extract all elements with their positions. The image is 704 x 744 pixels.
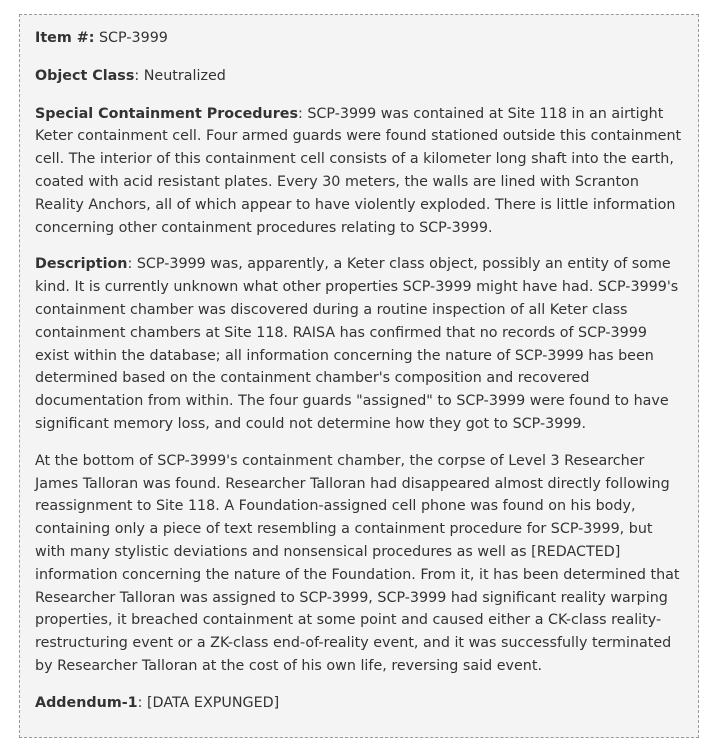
item-number-value: SCP-3999 (98, 30, 168, 46)
containment-procedures-paragraph: Special Containment Procedures: SCP-3999 was contained at Site 118 in an airtight Keter containment cell. Four armed guards were found stationed outside this containment cell. The interior of this containment cell consists of a kilometer long shaft into the earth, coated with acid resistant plates. Every 30 meters, the walls are lined with Scranton Reality Anchors, all of which appear to have violently exploded. There is little information concerning other containment procedures relating to SCP-3999. (35, 105, 682, 236)
item-number-line: Item #: SCP-3999 (35, 30, 168, 46)
addendum-label: Addendum-1 (35, 694, 138, 711)
item-number-label: Item # (35, 30, 89, 46)
description-paragraph: Description: SCP-3999 was, apparently, a Keter class object, possibly an entity of some kind. It is currently unknown what other properties SCP-3999 might have had. SCP-3999's containment chamber was discovered during a routine inspection of all Keter class containment chambers at Site 118. RAISA has confirmed that no records of SCP-3999 exist within the database; all information concerning the nature of SCP-3999 has been determined based on the containment chamber's composition and recovered documentation from within. The four guards "assigned" to SCP-3999 were found to have significant memory loss, and could not determine how they got to SCP-3999. (35, 256, 679, 432)
object-class-value: Neutralized (143, 67, 226, 84)
containment-procedures-text: SCP-3999 was contained at Site 118 in an airtight Keter containment cell. Four armed guards were found stationed outside this containment cell. The interior of this containment cell consists of a kilometer long shaft into the earth, coated with acid resistant plates. Every 30 meters, the walls are lined with Scranton Reality Anchors, all of which appear to have violently exploded. There is little information concerning other containment procedures relating to SCP-3999. (35, 105, 682, 236)
scp-blockquote (19, 14, 699, 738)
talloran-paragraph: At the bottom of SCP-3999's containment chamber, the corpse of Level 3 Researcher James Talloran was found. Researcher Talloran had disappeared almost directly following reassignment to Site 118. A Foundation-assigned cell phone was found on his body, containing only a piece of text resembling a containment procedure for SCP-3999, but with many stylistic deviations and nonsensical procedures as well as [REDACTED] information concerning the nature of the Foundation. From it, it has been determined that Researcher Talloran was assigned to SCP-3999, SCP-3999 had significant reality warping properties, it breached containment at some point and caused either a CK-class reality-restructuring event or a ZK-class end-of-reality event, and it was successfully terminated by Researcher Talloran at the cost of his own life, reversing said event. (35, 452, 680, 674)
description-text: SCP-3999 was, apparently, a Keter class object, possibly an entity of some kind. It is currently unknown what other properties SCP-3999 might have had. SCP-3999's containment chamber was discovered during a routine inspection of all Keter class containment chambers at Site 118. RAISA has confirmed that no records of SCP-3999 exist within the database; all information concerning the nature of SCP-3999 has been determined based on the containment chamber's composition and recovered documentation from within. The four guards "assigned" to SCP-3999 were found to have significant memory loss, and could not determine how they got to SCP-3999. (35, 256, 679, 432)
addendum-line: Addendum-1: [DATA EXPUNGED] (35, 694, 280, 711)
addendum-value: [DATA EXPUNGED] (146, 694, 280, 711)
containment-procedures-label: Special Containment Procedures (35, 105, 298, 122)
object-class-line: Object Class: Neutralized (35, 67, 226, 84)
description-label: Description (35, 256, 128, 273)
object-class-label: Object Class (35, 67, 135, 84)
